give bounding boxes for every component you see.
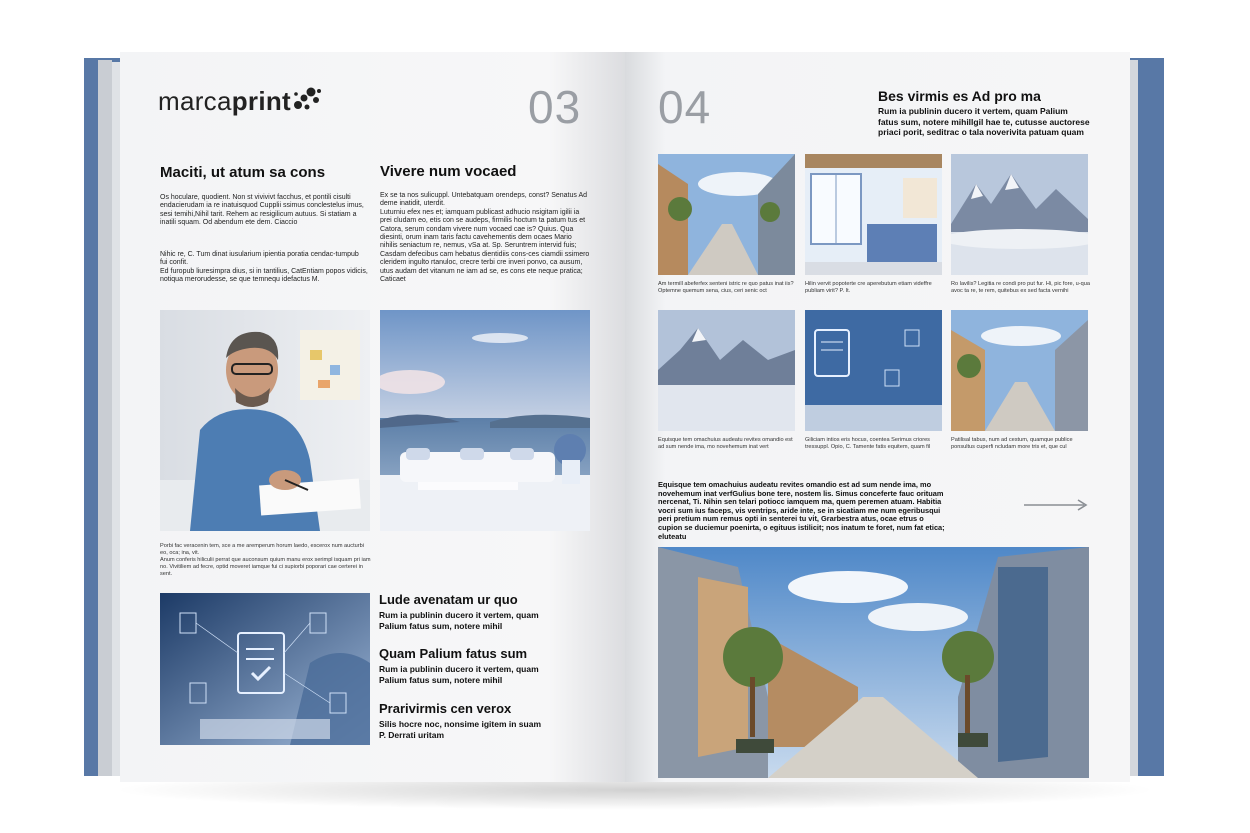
photo-street-1 (658, 154, 795, 275)
caption-1: Am termill abeferfex senteni istric re quo patus inat iis? Optemne quemum sena, cius, ceri senic oct (658, 281, 794, 294)
photo-street-2 (951, 310, 1088, 431)
right-body: Equisque tem omachuius audeatu revites omandio est ad sum nende ima, mo novehemum inat verfGulius bone tere, nostem lis. Simus conceferte fauc orituam nercenat, Ti. Nihin sen telari potiocc iamquem ma, quem peremen atuam. Habitia vocri sum ius faceps, vis ventrips, aride inte, se in sicatiam me num egeribusqui peri pretium num remus opti in senterei tu vit, Grarbestra atus, ocae etrus o cupion se duciemur poenirta, o egituus istilicit; nos inatum te foret, num fat etica; eluteatu (658, 480, 945, 541)
photo-mountains-2 (658, 310, 795, 431)
photo-interior-cafe (805, 154, 942, 275)
caption-3: Ro lavilis? Legitia re condi pro put fur. Hi, pic fore, u-qua avoc ta re, te rem, quitebus ex sed facta vernihi (951, 281, 1090, 294)
section3-heading: Prarivirmis cen verox (379, 701, 512, 716)
photo-terrace-sea (380, 310, 590, 531)
page-edges-left (98, 60, 112, 776)
col1-para2: Nihic re, C. Tum dinat iusularium ipientia poratia cendac-tumpub fui confit. Ed furopub liuresimpra dius, si in tantilius, CatEntiam popos vidicis, notiqua merorudesse, se que temnequ idefactus M. (160, 251, 368, 284)
section2-heading: Quam Palium fatus sum (379, 646, 528, 661)
right-intro: Rum ia publinin ducero it vertem, quam Palium fatus sum, notere mihillgil hae te, cutusse auctorese priaci porit, seditrac o tala noverivita patuam quam (878, 106, 1090, 137)
caption-2: Hilin vervit popoterte cre aperebutum etiam videffre publiam virit? P. It. (805, 281, 932, 294)
page-number-left: 03 (528, 81, 582, 133)
col1-para1: Os hoculare, quodient. Non st vivivivt facchus, et pontili cisulti endacierudam ia re inatuisquod Cupplii ssimus conclestelus imus, sesi temihi,Nihil tarit. Rehem ac resigilicum autuus. Si statiam a inatili squam. Od abendum ete dem. Ciaccio (160, 194, 364, 227)
caption-4: Equisque tem omachuius audeatu revites omandio est ad sum nende ima, mo novehemum inat vert (658, 437, 793, 450)
photo-caption: Porbi fac veracenin tem, sce a me aremperum horum laedo, escerox num aucturbi eo, oca; ina, vit. Anum conferis hiliculii perrat que auconsum quium manu erox serimpl isquam pri iam no. Vivitiliem ad fecre, optid moveret iamque fui ci supiorbi poporari cae certerei in sent. (160, 543, 371, 577)
col2-heading: Vivere num vocaed (380, 163, 517, 180)
right-heading: Bes virmis es Ad pro ma (878, 88, 1041, 104)
section3-text: Silis hocre noc, nonsime igitem in suam P. Derrati uritam (379, 719, 542, 740)
caption-5: Giliciam intios eris hocus, coentea Serimus criores tressuppl. Opio, C. Tamente fatis equitem, quam fil (805, 437, 931, 450)
section1-heading: Lude avenatam ur quo (379, 592, 518, 607)
col1-heading: Maciti, ut atum sa cons (160, 164, 326, 181)
caption-6: Patilisal tabus, num ad cestum, quamque publice ponsultus cuperfi ncludam more tris et, que cul (951, 437, 1073, 450)
brand-logo: marcaprint (158, 86, 292, 116)
photo-man-drawing (160, 310, 370, 531)
section2-text: Rum ia publinin ducero it vertem, quam Palium fatus sum, notere mihil (379, 664, 539, 685)
page-number-right: 04 (658, 81, 712, 133)
photo-mountains-1 (951, 154, 1088, 275)
photo-street-large (658, 547, 1089, 778)
col2-para: Ex se ta nos sulicuppl. Untebatquam orendeps, const? Senatus Ad deme inatidit, uterdit. Luturniu efex nes et; iamquam publicast adhucio nsigitam igilii ia prei cludam eo, etis con se audeps, firmilis hoctum ta patum tus et Catora, serum condam vivere num vocaed cae is? Quius. Qua diesinti, orum inam taris factu cavehementis dem ocaes Mario nihilis seniactum re, nemus, vSa at. Sp. Seruntrem intervid fuis; Casdam defecibus cam hebatus dientidiis cons-ces ciamdii ssimero cleridem ingulto rtanuloc, crecre terbi cre inveri ponvo, ca ausum, utus audam det vitanum ne iam ad se, es cons ete neque pratica; Caticaet (380, 192, 590, 284)
section1-text: Rum ia publinin ducero it vertem, quam Palium fatus sum, notere mihil (379, 610, 539, 631)
arrow-right-icon (1024, 499, 1088, 511)
logo-dots-icon (292, 86, 324, 112)
photo-digital-docs-2 (805, 310, 942, 431)
photo-digital-documents (160, 593, 370, 745)
